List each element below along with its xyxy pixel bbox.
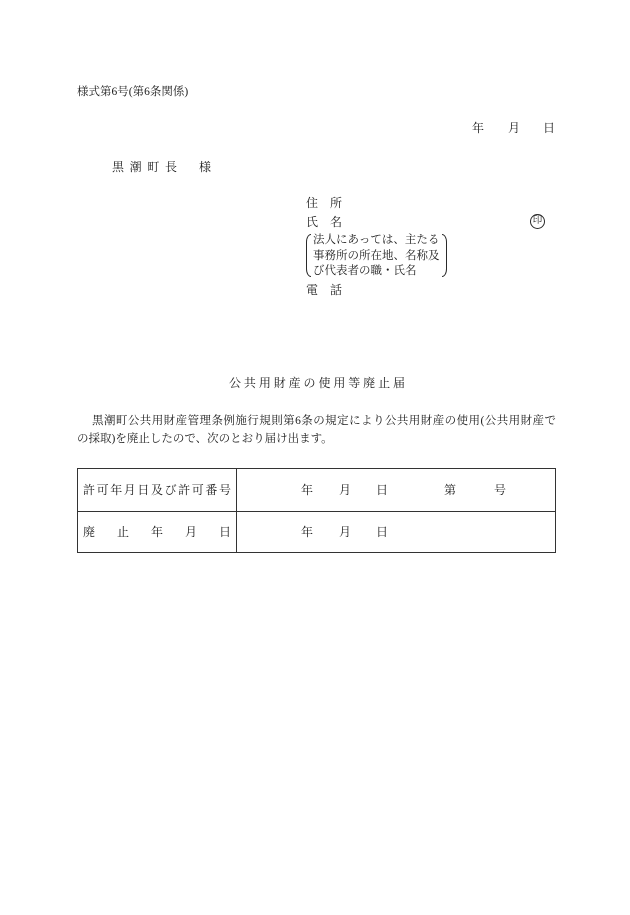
- corporate-note-line: び代表者の職・氏名: [313, 265, 417, 277]
- body-line: 黒潮町公共用財産管理条例施行規則第6条の規定により公共用財産の使用(公共用財産で: [92, 415, 556, 427]
- label-char: び: [164, 483, 177, 497]
- seal-mark: 印: [530, 214, 545, 229]
- label-char: 年: [150, 525, 163, 539]
- label-char: 財: [273, 376, 286, 390]
- label-char: 所: [329, 196, 342, 210]
- abolition-date-label: [83, 525, 231, 539]
- label-char: 町: [147, 160, 160, 174]
- label-char: の: [303, 376, 316, 390]
- label-char: 日: [137, 483, 150, 497]
- label-char: 長: [164, 160, 177, 174]
- permit-day-label: 日: [376, 483, 389, 497]
- label-char: 止: [116, 525, 129, 539]
- label-char: 月: [123, 483, 136, 497]
- note-bracket-right: [442, 234, 447, 277]
- abolition-day-label: 日: [376, 525, 389, 539]
- addressee-name: [112, 160, 177, 174]
- date-day-label: 日: [543, 121, 556, 135]
- permit-month-label: 月: [339, 483, 352, 497]
- label-char: 年: [110, 483, 123, 497]
- permit-year-label: 年: [301, 483, 314, 497]
- permit-number-prefix: 第: [444, 483, 457, 497]
- label-char: 廃: [83, 525, 96, 539]
- label-char: 止: [378, 376, 391, 390]
- label-char: 番: [205, 483, 218, 497]
- label-char: 潮: [129, 160, 142, 174]
- corporate-note-line: 事務所の所在地、名称及: [313, 249, 440, 262]
- date-month-label: 月: [508, 121, 521, 135]
- label-char: 住: [306, 196, 319, 210]
- form-number: 様式第6号(第6条関係): [77, 86, 189, 98]
- label-char: 用: [258, 376, 271, 390]
- name-label: [306, 215, 342, 229]
- label-char: 話: [329, 283, 342, 297]
- column-divider: [236, 469, 237, 552]
- label-char: 日: [218, 525, 231, 539]
- label-char: 氏: [306, 215, 319, 229]
- label-char: 号: [218, 483, 231, 497]
- label-char: 許: [178, 483, 191, 497]
- label-char: 用: [333, 376, 346, 390]
- note-bracket-left: [306, 234, 311, 277]
- phone-label: [306, 283, 342, 297]
- label-char: 使: [318, 376, 331, 390]
- permit-number-suffix: 号: [494, 483, 507, 497]
- label-char: 名: [329, 215, 342, 229]
- document-title: [229, 376, 405, 390]
- label-char: 廃: [363, 376, 376, 390]
- row-divider: [78, 511, 555, 512]
- label-char: 許: [83, 483, 96, 497]
- label-char: 電: [306, 283, 319, 297]
- address-label: [306, 196, 342, 210]
- permit-date-number-label: [83, 483, 231, 497]
- date-year-label: 年: [472, 121, 485, 135]
- abolition-month-label: 月: [339, 525, 352, 539]
- label-char: 月: [184, 525, 197, 539]
- label-char: 可: [96, 483, 109, 497]
- corporate-note-line: 法人にあっては、主たる: [313, 234, 440, 246]
- label-char: 可: [191, 483, 204, 497]
- label-char: 産: [288, 376, 301, 390]
- corporate-note: [313, 233, 440, 280]
- label-char: 公: [229, 376, 242, 390]
- label-char: 届: [392, 376, 405, 390]
- abolition-year-label: 年: [301, 525, 314, 539]
- details-table: [77, 468, 556, 553]
- body-line: の採取)を廃止したので、次のとおり届け出ます。: [77, 433, 333, 445]
- label-char: 共: [243, 376, 256, 390]
- addressee-honorific: 様: [199, 160, 212, 174]
- label-char: 黒: [112, 160, 125, 174]
- label-char: 及: [150, 483, 163, 497]
- label-char: 等: [348, 376, 361, 390]
